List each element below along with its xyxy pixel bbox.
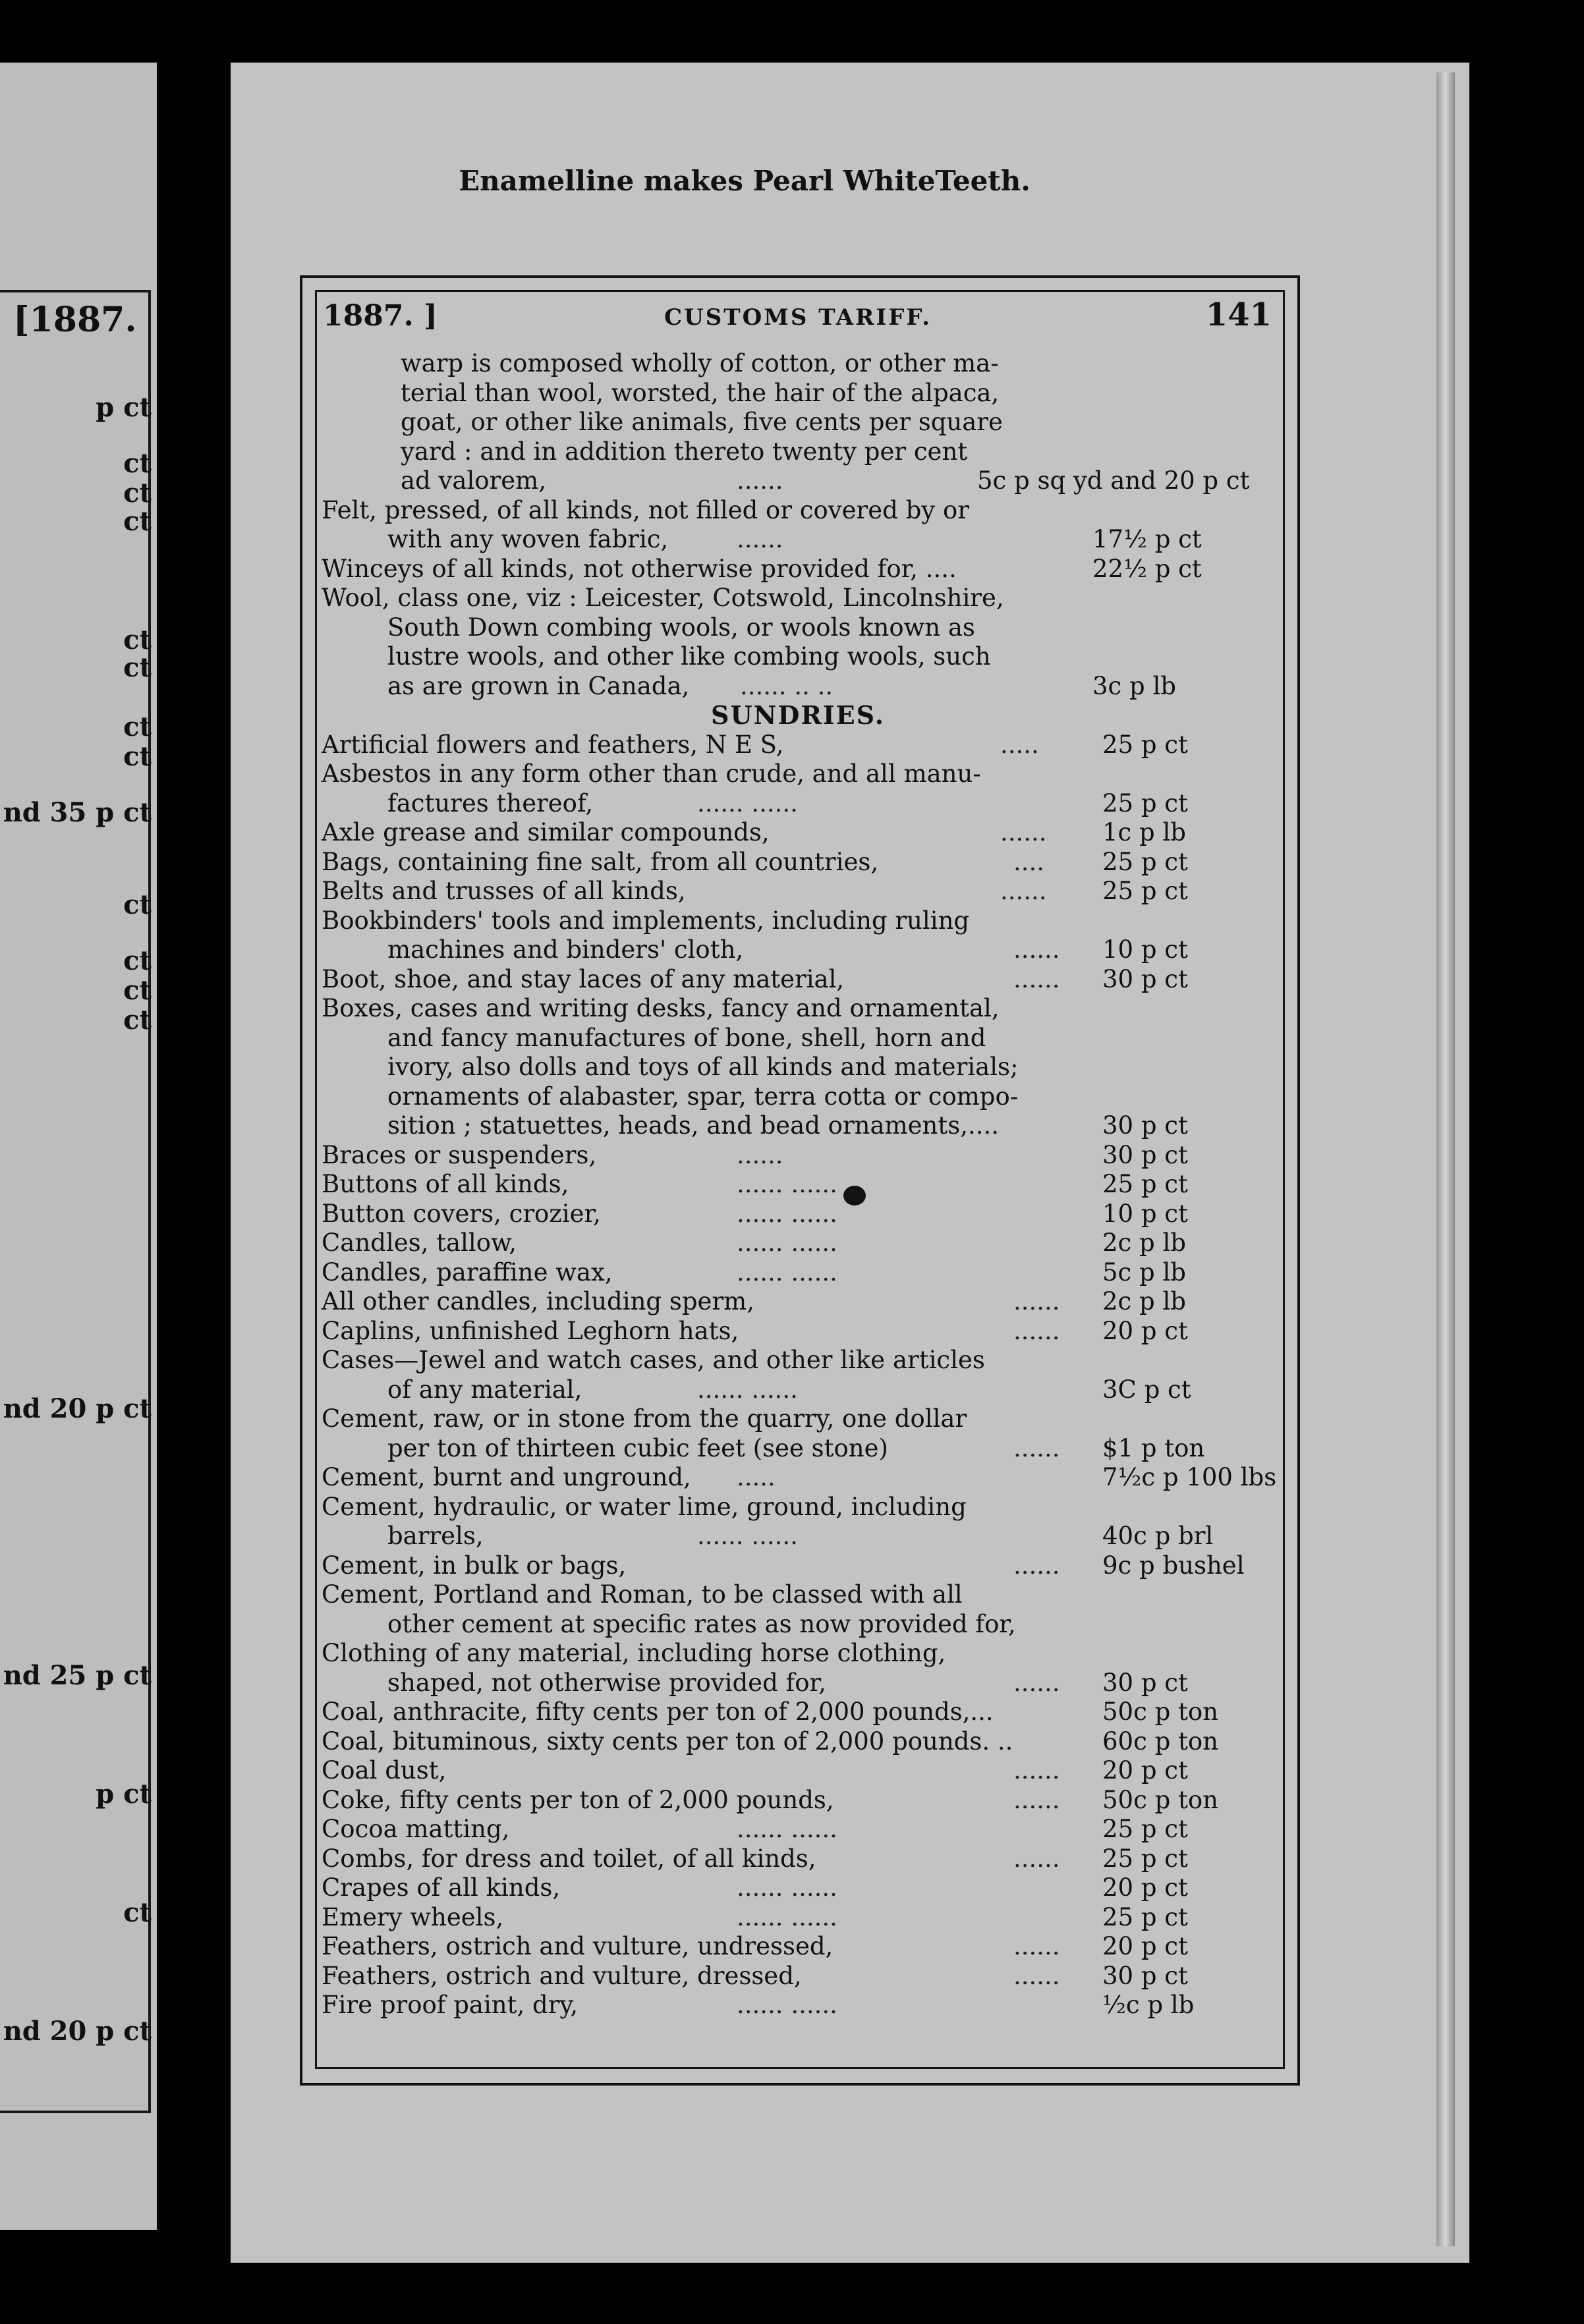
tariff-rate: 25 p ct [1102,788,1188,817]
page-title: CUSTOMS TARIFF. [664,304,932,331]
left-page-rate-fragment: nd 25 p ct [3,1660,152,1691]
tariff-item-text: Caplins, unfinished Leghorn hats, [322,1316,739,1345]
tariff-item-text: Belts and trusses of all kinds, [322,877,686,905]
tariff-item-text: Axle grease and similar compounds, [322,818,770,846]
left-page-rate-fragment: ct [123,889,152,920]
tariff-rate: 9c p bushel [1102,1551,1245,1580]
leader-dots: ...... ...... [697,788,798,817]
tariff-item-text: Button covers, crozier, [322,1199,601,1228]
tariff-item-text: barrels, [387,1522,484,1550]
tariff-item-text: with any woven fabric, [387,525,669,553]
leader-dots: ...... [1000,818,1047,846]
tariff-rate: 20 p ct [1102,1873,1188,1902]
tariff-line [315,466,1281,496]
tariff-item-text: Boot, shoe, and stay laces of any material, [322,964,845,993]
tariff-line [315,584,1281,613]
tariff-item-text: per ton of thirteen cubic feet (see stone) [387,1433,888,1462]
tariff-rate: ½c p lb [1102,1991,1195,2019]
tariff-line [315,1669,1281,1698]
tariff-item-text: Felt, pressed, of all kinds, not filled or covered by or [322,495,969,524]
tariff-line [315,877,1281,906]
tariff-line [315,1170,1281,1200]
tariff-item-text: Coal, bituminous, sixty cents per ton of 2,000 pounds. .. [322,1727,1013,1756]
tariff-line [315,1375,1281,1405]
tariff-item-text: Buttons of all kinds, [322,1170,569,1198]
tariff-line [315,642,1281,672]
tariff-item-text: Combs, for dress and toilet, of all kinds, [322,1844,816,1873]
tariff-rate: 3c p lb [1092,671,1176,700]
tariff-line [315,1727,1281,1757]
tariff-item-text: Coal, anthracite, fifty cents per ton of 2,000 pounds,... [322,1698,994,1726]
tariff-line [315,1815,1281,1844]
tariff-line [315,1639,1281,1669]
tariff-line [315,349,1281,379]
tariff-line [315,1903,1281,1933]
tariff-line [315,965,1281,995]
left-page-rate-fragment: ct [123,652,152,683]
tariff-rate: $1 p ton [1102,1433,1205,1462]
tariff-rate: 2c p lb [1102,1229,1186,1257]
tariff-item-text: lustre wools, and other like combing wools, such [387,642,991,671]
left-page-rate-fragment: ct [123,506,152,537]
leader-dots: ...... ...... [737,1991,837,2019]
tariff-line [315,1932,1281,1962]
tariff-line [315,1287,1281,1317]
tariff-line [315,525,1281,555]
tariff-item-text: Cement, hydraulic, or water lime, ground, including [322,1492,967,1521]
tariff-rate: 25 p ct [1102,730,1188,759]
tariff-item-text: Wool, class one, viz : Leicester, Cotswold, Lincolnshire, [322,584,1004,612]
tariff-line [315,1610,1281,1640]
tariff-line [315,1024,1281,1053]
left-page-rate-fragment: nd 20 p ct [3,1393,152,1424]
tariff-line [315,1229,1281,1258]
page-edge-shadow [1436,72,1455,2246]
tariff-item-text: Clothing of any material, including horse clothing, [322,1639,946,1667]
tariff-item-text: Artificial flowers and feathers, N E S, [322,730,784,759]
tariff-line [315,408,1281,437]
tariff-item-text: sition ; statuettes, heads, and bead ornaments,.... [387,1111,999,1140]
tariff-rate: 30 p ct [1102,1140,1188,1169]
tariff-rate: 7½c p 100 lbs [1102,1463,1277,1491]
tariff-rate: 30 p ct [1102,1111,1188,1140]
left-page-rate-fragment: ct [123,741,152,772]
running-header-advert: Enamelline makes Pearl WhiteTeeth. [459,165,1031,197]
tariff-rate: 5c p sq yd and 20 p ct [977,466,1250,495]
leader-dots: ...... ...... [697,1375,798,1404]
tariff-item-text: terial than wool, worsted, the hair of the alpaca, [401,378,1000,407]
tariff-item-text: ornaments of alabaster, spar, terra cotta or compo- [387,1082,1019,1111]
tariff-item-text: Cocoa matting, [322,1815,510,1843]
left-page-rate-fragment: nd 20 p ct [3,2016,152,2047]
tariff-item-text: as are grown in Canada, [387,671,690,700]
tariff-rate: 50c p ton [1102,1698,1218,1726]
tariff-line [315,731,1281,760]
left-page-rate-fragment: ct [123,624,152,655]
tariff-item-text: ivory, also dolls and toys of all kinds and materials; [387,1053,1019,1081]
tariff-rate: 25 p ct [1102,847,1188,876]
tariff-item-text: factures thereof, [387,788,594,817]
leader-dots: ...... ...... [737,1199,837,1228]
tariff-line [315,935,1281,965]
leader-dots: .... [1013,847,1045,876]
tariff-line [315,1551,1281,1581]
leader-dots: ...... [737,466,783,495]
tariff-item-text: Coke, fifty cents per ton of 2,000 pounds, [322,1785,834,1814]
tariff-line [315,848,1281,877]
tariff-item-text: Cases—Jewel and watch cases, and other like articles [322,1346,985,1374]
tariff-item-text: Cement, raw, or in stone from the quarry, one dollar [322,1404,967,1433]
tariff-rate: 30 p ct [1102,964,1188,993]
tariff-item-text: Candles, tallow, [322,1229,517,1257]
tariff-item-text: machines and binders' cloth, [387,935,744,964]
tariff-item-text: Bags, containing fine salt, from all countries, [322,847,879,876]
tariff-line [315,1434,1281,1464]
tariff-rate: 20 p ct [1102,1756,1188,1784]
tariff-line [315,1200,1281,1229]
tariff-line [315,1756,1281,1786]
tariff-line [315,1786,1281,1815]
left-page-rate-fragment: ct [123,711,152,742]
leader-dots: ...... [1013,935,1060,964]
tariff-item-text: Cement, burnt and unground, [322,1463,691,1491]
tariff-item-text: Cement, Portland and Roman, to be classed with all [322,1580,963,1609]
leader-dots: ...... [1013,1844,1060,1873]
left-page-rate-fragment: ct [123,945,152,976]
tariff-item-text: Crapes of all kinds, [322,1873,561,1902]
tariff-rate: 30 p ct [1102,1961,1188,1990]
left-page-year: [1887. [13,300,137,340]
tariff-line [315,1111,1281,1141]
tariff-item-text: yard : and in addition thereto twenty per cent [401,437,968,466]
tariff-rate: 60c p ton [1102,1727,1218,1756]
tariff-line [315,1317,1281,1346]
tariff-item-text: Fire proof paint, dry, [322,1991,579,2019]
leader-dots: ...... [1013,1961,1060,1990]
tariff-line [315,437,1281,467]
tariff-line [315,1493,1281,1522]
leader-dots: ..... [1000,730,1039,759]
left-page-frame [0,290,151,2113]
leader-dots: ...... [1013,1287,1060,1315]
ink-blot [843,1186,866,1205]
left-page-rate-fragment: ct [123,478,152,509]
tariff-rate: 20 p ct [1102,1316,1188,1345]
section-heading [315,701,1281,731]
leader-dots: ..... [737,1463,776,1491]
tariff-rate: 25 p ct [1102,1815,1188,1843]
left-page-rate-fragment: ct [123,448,152,479]
leader-dots: ...... [1013,1668,1060,1697]
left-page-rate-fragment: p ct [96,1779,152,1810]
tariff-line [315,1463,1281,1493]
tariff-line [315,1258,1281,1288]
tariff-rate: 10 p ct [1102,935,1188,964]
tariff-item-text: of any material, [387,1375,582,1404]
leader-dots: ...... [1013,1785,1060,1814]
tariff-item-text: warp is composed wholly of cotton, or other ma- [401,349,999,377]
tariff-item-text: goat, or other like animals, five cents per square [401,408,1003,436]
tariff-rate: 25 p ct [1102,1902,1188,1931]
leader-dots: ...... ...... [737,1873,837,1902]
leader-dots: ...... ...... [737,1170,837,1198]
tariff-line [315,1141,1281,1171]
tariff-item-text: Feathers, ostrich and vulture, undressed, [322,1932,834,1960]
leader-dots: ...... [737,525,783,553]
tariff-item-text: Winceys of all kinds, not otherwise provided for, .... [322,554,957,583]
tariff-line [315,994,1281,1024]
tariff-rate: 3C p ct [1102,1375,1191,1404]
tariff-rate: 2c p lb [1102,1287,1186,1315]
tariff-line [315,555,1281,584]
leader-dots: ...... [1013,1551,1060,1580]
tariff-list [315,349,1281,2049]
tariff-line [315,613,1281,643]
tariff-line [315,818,1281,848]
tariff-item-text: Boxes, cases and writing desks, fancy and ornamental, [322,994,1000,1022]
tariff-rate: 10 p ct [1102,1199,1188,1228]
tariff-rate: 30 p ct [1102,1668,1188,1697]
tariff-item-text: and fancy manufactures of bone, shell, horn and [387,1023,986,1052]
tariff-rate: 1c p lb [1102,818,1186,846]
left-page-rate-fragment: p ct [96,392,152,423]
left-page-rate-fragment: ct [123,1005,152,1036]
tariff-rate: 20 p ct [1102,1932,1188,1960]
leader-dots: ...... ...... [737,1258,837,1286]
page-year: 1887. ] [323,299,438,333]
page-header [315,295,1281,341]
tariff-line [315,1962,1281,1991]
tariff-line [315,906,1281,936]
tariff-rate: 17½ p ct [1092,525,1202,553]
tariff-line [315,760,1281,789]
tariff-rate: 40c p brl [1102,1522,1214,1550]
leader-dots: ...... .. .. [740,671,834,700]
tariff-line [315,496,1281,526]
leader-dots: ...... [1013,1756,1060,1784]
leader-dots: ...... [1013,1433,1060,1462]
leader-dots: ...... ...... [737,1229,837,1257]
tariff-item-text: Candles, paraffine wax, [322,1258,613,1286]
leader-dots: ...... ...... [737,1902,837,1931]
tariff-rate: 25 p ct [1102,1170,1188,1198]
tariff-item-text: other cement at specific rates as now provided for, [387,1609,1016,1638]
leader-dots: ...... [1000,877,1047,905]
tariff-line [315,1053,1281,1082]
tariff-rate: 5c p lb [1102,1258,1186,1286]
tariff-line [315,1991,1281,2020]
tariff-rate: 25 p ct [1102,877,1188,905]
left-page-rate-fragment: ct [123,975,152,1006]
tariff-rate: 25 p ct [1102,1844,1188,1873]
section-heading-text: SUNDRIES. [711,700,885,730]
leader-dots: ...... [1013,964,1060,993]
tariff-item-text: Braces or suspenders, [322,1140,597,1169]
leader-dots: ...... ...... [737,1815,837,1843]
leader-dots: ...... [737,1140,783,1169]
tariff-item-text: Bookbinders' tools and implements, including ruling [322,906,970,935]
tariff-line [315,1580,1281,1610]
page-number: 141 [1205,296,1272,333]
tariff-item-text: Coal dust, [322,1756,447,1784]
tariff-line [315,1844,1281,1874]
tariff-line [315,379,1281,408]
tariff-rate: 50c p ton [1102,1785,1218,1814]
tariff-item-text: ad valorem, [401,466,547,495]
tariff-item-text: South Down combing wools, or wools known as [387,613,975,642]
tariff-rate: 22½ p ct [1092,554,1202,583]
tariff-item-text: Feathers, ostrich and vulture, dressed, [322,1961,802,1990]
tariff-item-text: All other candles, including sperm, [322,1287,754,1315]
tariff-line [315,1873,1281,1903]
tariff-line [315,1522,1281,1551]
left-page-rate-fragment: ct [123,1897,152,1928]
leader-dots: ...... [1013,1932,1060,1960]
tariff-line [315,1698,1281,1727]
tariff-line [315,672,1281,702]
tariff-item-text: Asbestos in any form other than crude, and all manu- [322,760,981,788]
tariff-item-text: shaped, not otherwise provided for, [387,1668,826,1697]
tariff-item-text: Emery wheels, [322,1902,504,1931]
tariff-item-text: Cement, in bulk or bags, [322,1551,627,1580]
left-page-fragment [0,63,157,2230]
tariff-line [315,1404,1281,1434]
tariff-line [315,789,1281,819]
leader-dots: ...... [1013,1316,1060,1345]
tariff-line [315,1082,1281,1112]
left-page-rate-fragment: nd 35 p ct [3,797,152,828]
tariff-line [315,1346,1281,1375]
leader-dots: ...... ...... [697,1522,798,1550]
